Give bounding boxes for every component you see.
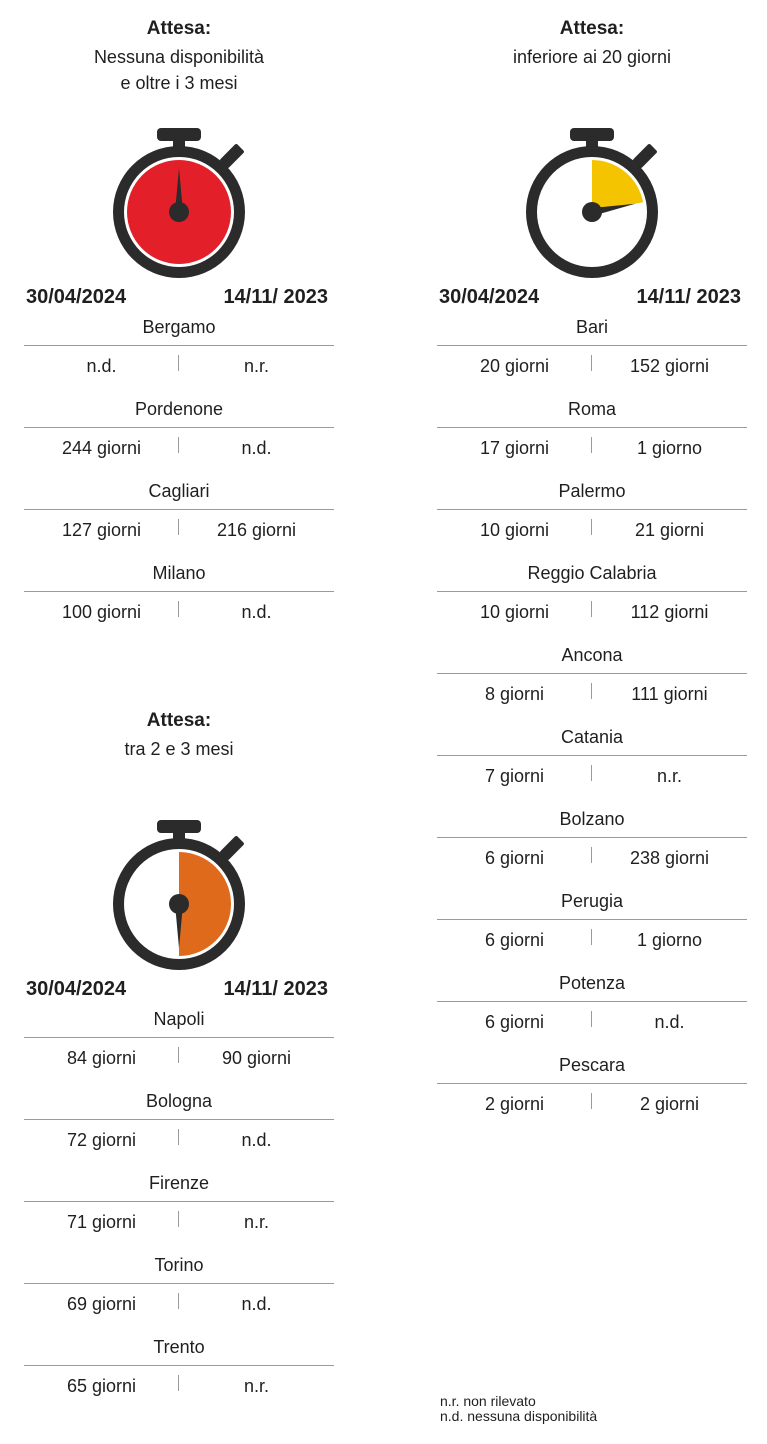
date-current: 30/04/2024 (439, 286, 540, 308)
section-subtitle-line: tra 2 e 3 mesi (124, 739, 234, 759)
city-name: Firenze (24, 1171, 334, 1202)
section-title: Attesa: (146, 18, 212, 39)
section-orange (24, 706, 334, 1414)
value-previous: n.d. (654, 1012, 685, 1032)
section-subtitle (24, 44, 334, 96)
value-previous: 2 giorni (639, 1094, 700, 1114)
city-values-row (24, 510, 334, 558)
city-name: Pordenone (24, 397, 334, 428)
city-name: Bologna (24, 1089, 334, 1120)
stopwatch-icon (99, 800, 259, 970)
city-values-row (437, 674, 747, 722)
section-subtitle (437, 44, 747, 70)
value-previous: 112 giorni (630, 602, 709, 622)
value-current: 6 giorni (484, 848, 545, 868)
city-values-row (24, 1120, 334, 1168)
value-current: 6 giorni (484, 1012, 545, 1032)
stopwatch (24, 96, 334, 278)
city-name: Milano (24, 561, 334, 592)
city-values-row (437, 920, 747, 968)
city-name: Roma (437, 397, 747, 428)
value-current: 127 giorni (61, 520, 142, 540)
value-previous: 238 giorni (629, 848, 710, 868)
value-current: 244 giorni (61, 438, 142, 458)
value-current: 8 giorni (484, 684, 545, 704)
city-name: Bari (437, 315, 747, 346)
value-current: 72 giorni (66, 1130, 137, 1150)
section-title: Attesa: (559, 18, 625, 39)
city-values-row (437, 1084, 747, 1132)
city-name: Perugia (437, 889, 747, 920)
city-values-row (24, 1202, 334, 1250)
stopwatch (24, 762, 334, 970)
city-values-row (24, 346, 334, 394)
value-previous: n.r. (243, 356, 269, 376)
legend-nd: n.d. nessuna disponibilità (440, 1408, 598, 1424)
legend (440, 1394, 597, 1424)
value-previous: 152 giorni (629, 356, 710, 376)
value-current: 71 giorni (66, 1212, 137, 1232)
stopwatch-hub (169, 202, 189, 222)
section-subtitle-line: inferiore ai 20 giorni (512, 47, 672, 67)
value-current: 10 giorni (479, 520, 550, 540)
date-previous: 14/11/ 2023 (223, 978, 328, 1000)
city-name: Palermo (437, 479, 747, 510)
value-current: 2 giorni (484, 1094, 545, 1114)
date-current: 30/04/2024 (26, 286, 127, 308)
value-previous: n.r. (243, 1376, 269, 1396)
date-current: 30/04/2024 (26, 978, 127, 1000)
value-previous: n.d. (241, 438, 272, 458)
value-previous: n.d. (241, 1130, 272, 1150)
city-name: Potenza (437, 971, 747, 1002)
city-name: Reggio Calabria (437, 561, 747, 592)
section-subtitle-line: Nessuna disponibilità (93, 47, 265, 67)
city-name: Napoli (24, 1007, 334, 1038)
stopwatch (437, 70, 747, 278)
section-subtitle-line: e oltre i 3 mesi (120, 73, 238, 93)
value-previous: 1 giorno (636, 438, 703, 458)
city-values-row (437, 592, 747, 640)
stopwatch-icon (99, 108, 259, 278)
value-current: 17 giorni (479, 438, 550, 458)
city-name: Cagliari (24, 479, 334, 510)
value-previous: 21 giorni (634, 520, 705, 540)
value-previous: n.r. (656, 766, 682, 786)
section-red (24, 14, 334, 640)
city-values-row (437, 838, 747, 886)
section-subtitle (24, 736, 334, 762)
city-values-row (437, 756, 747, 804)
value-previous: 216 giorni (216, 520, 297, 540)
value-current: 7 giorni (484, 766, 545, 786)
date-header (24, 974, 334, 1004)
value-current: 69 giorni (66, 1294, 137, 1314)
value-previous: n.r. (243, 1212, 269, 1232)
stopwatch-icon (512, 108, 672, 278)
city-name: Pescara (437, 1053, 747, 1084)
section-yellow (437, 14, 747, 1132)
city-values-row (437, 510, 747, 558)
value-previous: n.d. (241, 1294, 272, 1314)
city-values-row (24, 1366, 334, 1414)
city-name: Bergamo (24, 315, 334, 346)
city-values-row (24, 428, 334, 476)
date-header (24, 282, 334, 312)
value-current: 6 giorni (484, 930, 545, 950)
value-current: 100 giorni (61, 602, 142, 622)
city-values-row (24, 1038, 334, 1086)
date-header (437, 282, 747, 312)
value-previous: n.d. (241, 602, 272, 622)
city-values-row (24, 592, 334, 640)
value-current: 84 giorni (66, 1048, 137, 1068)
city-name: Catania (437, 725, 747, 756)
value-previous: 90 giorni (221, 1048, 292, 1068)
stopwatch-hub (582, 202, 602, 222)
legend-nr: n.r. non rilevato (440, 1393, 536, 1409)
date-previous: 14/11/ 2023 (636, 286, 741, 308)
value-current: n.d. (86, 356, 117, 376)
city-values-row (437, 428, 747, 476)
value-current: 10 giorni (479, 602, 550, 622)
city-name: Ancona (437, 643, 747, 674)
value-current: 65 giorni (66, 1376, 137, 1396)
city-name: Torino (24, 1253, 334, 1284)
city-values-row (24, 1284, 334, 1332)
city-name: Trento (24, 1335, 334, 1366)
value-current: 20 giorni (479, 356, 550, 376)
section-title: Attesa: (146, 710, 212, 731)
value-previous: 1 giorno (636, 930, 703, 950)
city-name: Bolzano (437, 807, 747, 838)
city-values-row (437, 1002, 747, 1050)
value-previous: 111 giorni (631, 684, 708, 704)
date-previous: 14/11/ 2023 (223, 286, 328, 308)
stopwatch-hub (169, 894, 189, 914)
city-values-row (437, 346, 747, 394)
